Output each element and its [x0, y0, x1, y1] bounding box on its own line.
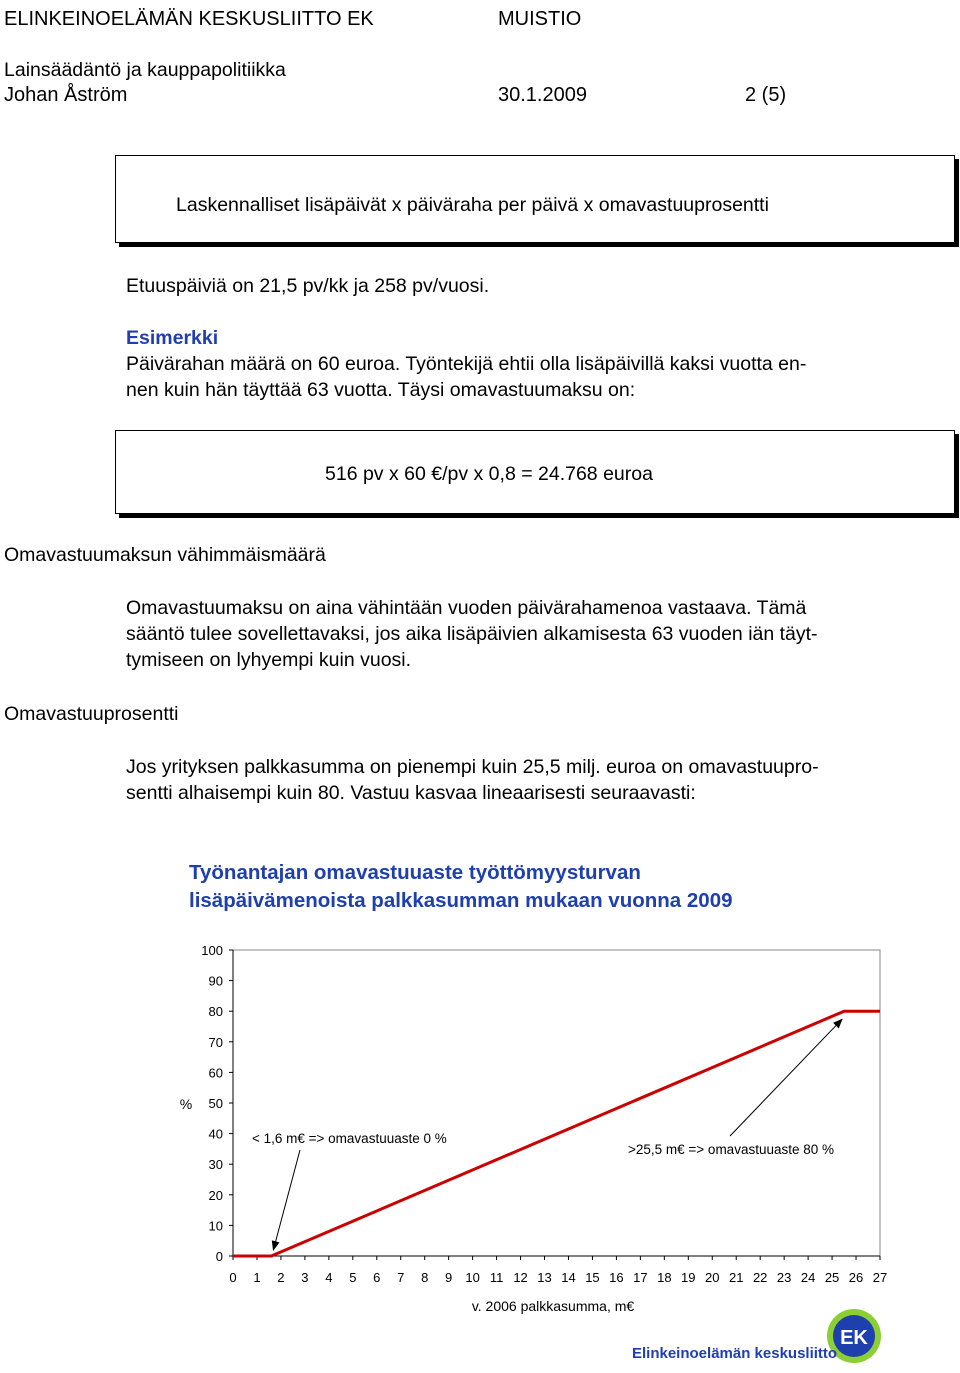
x-tick-label: 27: [872, 1270, 888, 1285]
calculation-text: 516 pv x 60 €/pv x 0,8 = 24.768 euroa: [325, 463, 653, 485]
percentage-line-2: sentti alhaisempi kuin 80. Vastuu kasvaa lineaarisesti seuraavasti:: [126, 782, 696, 804]
chart-title-line-2: lisäpäivämenoista palkkasumman mukaan vuonna 2009: [189, 889, 733, 912]
example-line-1: Päivärahan määrä on 60 euroa. Työntekijä ehtii olla lisäpäivillä kaksi vuotta en-: [126, 353, 807, 375]
x-tick-label: 0: [229, 1270, 237, 1285]
x-tick-label: 4: [325, 1270, 333, 1285]
ek-logo: [630, 1308, 890, 1368]
y-tick-label: 10: [208, 1218, 223, 1234]
y-tick-label: 90: [208, 973, 223, 989]
y-tick-label: 40: [208, 1126, 223, 1142]
y-tick-label: 50: [208, 1096, 223, 1111]
example-label: Esimerkki: [126, 327, 219, 349]
annotation-label: >25,5 m€ => omavastuuaste 80 %: [628, 1142, 835, 1157]
org-name: ELINKEINOELÄMÄN KESKUSLIITTO EK: [4, 8, 374, 30]
y-tick-label: 20: [208, 1187, 223, 1203]
minimum-heading: Omavastuumaksun vähimmäismäärä: [4, 544, 326, 566]
x-tick-label: 24: [800, 1270, 816, 1285]
x-tick-label: 2: [277, 1270, 285, 1285]
plot-area: [233, 950, 880, 1256]
y-tick-label: 60: [208, 1065, 223, 1081]
department: Lainsäädäntö ja kauppapolitiikka: [4, 59, 286, 81]
x-tick-label: 11: [489, 1270, 504, 1285]
minimum-line-2: sääntö tulee sovellettavaksi, jos aika lisäpäivien alkamisesta 63 vuoden iän täyt-: [126, 623, 818, 645]
y-tick-label: 0: [215, 1249, 223, 1264]
x-tick-label: 15: [585, 1270, 600, 1285]
x-tick-label: 18: [657, 1270, 672, 1285]
x-axis-label: v. 2006 palkkasumma, m€: [471, 1298, 635, 1314]
percentage-heading: Omavastuuprosentti: [4, 703, 179, 725]
x-tick-label: 13: [537, 1270, 552, 1285]
y-axis-label: %: [179, 1096, 193, 1112]
y-tick-label: 80: [208, 1004, 223, 1020]
x-tick-label: 16: [609, 1270, 624, 1285]
x-tick-label: 25: [824, 1270, 840, 1285]
x-tick-label: 26: [848, 1270, 864, 1285]
x-tick-label: 12: [513, 1270, 528, 1285]
page-number: 2 (5): [745, 84, 787, 106]
x-tick-label: 7: [397, 1270, 405, 1285]
logo-name: Elinkeinoelämän keskusliitto: [632, 1345, 838, 1362]
x-tick-label: 8: [421, 1270, 429, 1285]
y-tick-label: 100: [201, 943, 223, 958]
x-tick-label: 10: [465, 1270, 480, 1285]
annotation-arrow: [273, 1150, 300, 1250]
formula-text: Laskennalliset lisäpäivät x päiväraha per päivä x omavastuuprosentti: [176, 194, 769, 216]
doc-date: 30.1.2009: [498, 84, 587, 106]
x-tick-label: 23: [776, 1270, 792, 1285]
annotation-label: < 1,6 m€ => omavastuuaste 0 %: [252, 1131, 447, 1146]
doc-type: MUISTIO: [498, 8, 582, 30]
minimum-line-3: tymiseen on lyhyempi kuin vuosi.: [126, 649, 412, 671]
y-tick-label: 30: [208, 1157, 223, 1173]
x-tick-label: 17: [633, 1270, 648, 1285]
author: Johan Åström: [4, 84, 128, 106]
x-tick-label: 14: [561, 1270, 576, 1285]
x-tick-label: 1: [253, 1270, 261, 1285]
x-tick-label: 5: [349, 1270, 357, 1285]
x-tick-label: 22: [752, 1270, 768, 1285]
logo-mark: EK: [840, 1327, 868, 1349]
x-tick-label: 19: [681, 1270, 696, 1285]
benefit-days-text: Etuuspäiviä on 21,5 pv/kk ja 258 pv/vuosi.: [126, 275, 490, 297]
example-line-2: nen kuin hän täyttää 63 vuotta. Täysi omavastuumaksu on:: [126, 379, 636, 401]
y-tick-label: 70: [208, 1034, 223, 1050]
percentage-line-1: Jos yrityksen palkkasumma on pienempi kuin 25,5 milj. euroa on omavastuupro-: [126, 756, 819, 778]
x-tick-label: 6: [373, 1270, 381, 1285]
minimum-line-1: Omavastuumaksu on aina vähintään vuoden päivärahamenoa vastaava. Tämä: [126, 597, 807, 619]
x-tick-label: 21: [728, 1270, 744, 1285]
x-tick-label: 20: [705, 1270, 720, 1285]
chart-title-line-1: Työnantajan omavastuuaste työttömyysturvan: [189, 861, 641, 884]
x-tick-label: 3: [301, 1270, 309, 1285]
x-tick-label: 9: [445, 1270, 453, 1285]
